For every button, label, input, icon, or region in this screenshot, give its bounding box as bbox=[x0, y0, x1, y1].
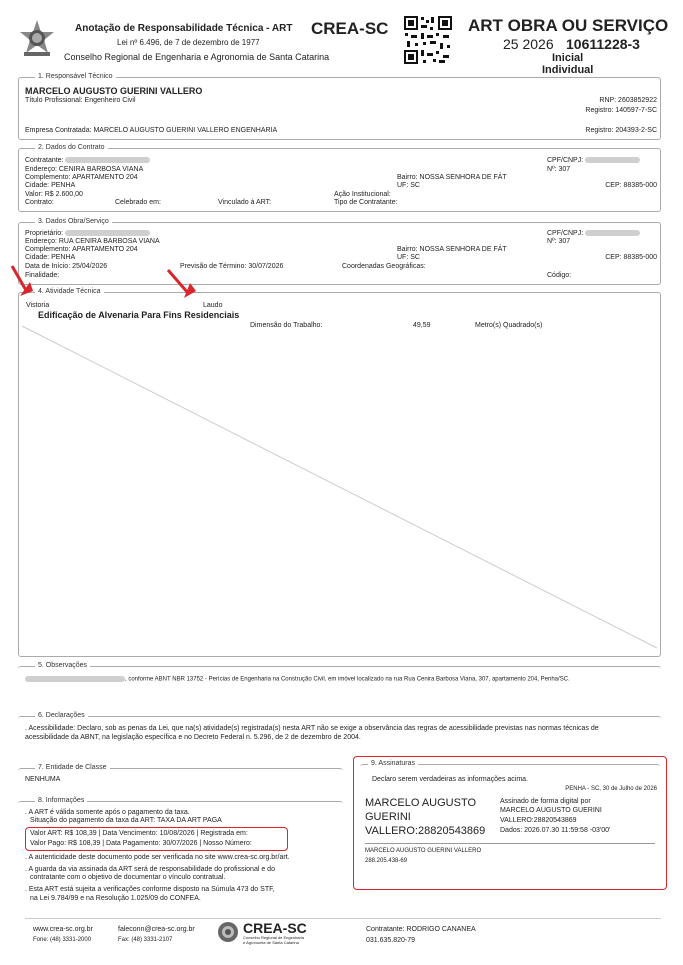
contrato-numero: Nº: 307 bbox=[547, 166, 571, 173]
section-2-title: 2. Dados do Contrato bbox=[35, 144, 108, 151]
contrato-valor: Valor: R$ 2.600,00 bbox=[25, 191, 83, 198]
section-8-title: 8. Informações bbox=[35, 797, 87, 804]
art-prefix: 25 2026 bbox=[503, 36, 554, 52]
section-entidade bbox=[18, 768, 343, 788]
footer-brand-sub1: Conselho Regional de Engenharia bbox=[243, 935, 304, 940]
obra-cep: CEP: 88385-000 bbox=[605, 254, 657, 261]
contrato-cep: CEP: 88385-000 bbox=[605, 182, 657, 189]
obra-endereco: Endereço: RUA CENIRA BARBOSA VIANA bbox=[25, 238, 160, 245]
contrato-cpf-label: CPF/CNPJ: bbox=[547, 157, 584, 164]
tipo-contratante: Tipo de Contratante: bbox=[334, 199, 398, 206]
entidade-value: NENHUMA bbox=[25, 776, 61, 783]
contrato-label: Contrato: bbox=[25, 199, 54, 206]
digital-sig-line4: Dados: 2026.07.30 11:59:58 -03'00' bbox=[500, 827, 611, 834]
council-name: Conselho Regional de Engenharia e Agronomia de Santa Catarina bbox=[64, 52, 330, 62]
rnp: RNP: 2603852922 bbox=[599, 97, 657, 104]
atividade-descricao: Edificação de Alvenaria Para Fins Residenciais bbox=[38, 310, 240, 320]
registro: Registro: 140597-7-SC bbox=[585, 107, 657, 114]
digital-sig-line1: Assinado de forma digital por bbox=[500, 798, 591, 805]
declaro-text: Declaro serem verdadeiras as informações acima. bbox=[372, 776, 529, 783]
section-5-title: 5. Observações bbox=[35, 662, 90, 669]
vinculado-art: Vinculado à ART: bbox=[218, 199, 272, 206]
info-line8: . Esta ART está sujeita a verificações conforme disposto na Súmula 473 do STF, bbox=[25, 886, 275, 893]
finalidade: Finalidade: bbox=[25, 272, 60, 279]
laudo-label: Laudo bbox=[203, 302, 223, 309]
codigo: Código: bbox=[547, 272, 572, 279]
previsao-termino: Previsão de Término: 30/07/2026 bbox=[180, 263, 284, 270]
footer-cpf: 031.635.820-79 bbox=[366, 937, 416, 944]
info-line6: . A guarda da via assinada da ART será de responsabilidade do profissional e do bbox=[25, 866, 275, 873]
art-status-inicial: Inicial bbox=[552, 52, 584, 64]
contrato-cidade: Cidade: PENHA bbox=[25, 182, 76, 189]
contratante-label: Contratante: bbox=[25, 157, 64, 164]
coordenadas: Coordenadas Geográficas: bbox=[342, 263, 426, 270]
local-data: PENHA - SC, 30 de Julho de 2026 bbox=[565, 786, 657, 792]
info-line2: Situação do pagamento da taxa da ART: TAXA DA ART PAGA bbox=[30, 817, 222, 824]
signature-line2: GUERINI bbox=[365, 811, 411, 823]
data-inicio: Data de Início: 25/04/2026 bbox=[25, 263, 108, 270]
redacted-observacao bbox=[25, 676, 125, 682]
info-valor-pago: Valor Pago: R$ 108,39 | Data Pagamento: 30/07/2026 | Nosso Número: bbox=[30, 840, 252, 847]
section-1-title: 1. Responsável Técnico bbox=[35, 73, 116, 80]
acao-institucional: Ação Institucional: bbox=[334, 191, 391, 198]
obra-numero: Nº: 307 bbox=[547, 238, 571, 245]
signature-line3: VALLERO:28820543869 bbox=[365, 825, 486, 837]
titulo-profissional: Título Profissional: Engenheiro Civil bbox=[25, 97, 136, 104]
art-status-individual: Individual bbox=[542, 64, 594, 76]
info-line9: na Lei 9.784/99 e na Resolução 1.025/09 do CONFEA. bbox=[30, 895, 201, 902]
section-4-title: 4. Atividade Técnica bbox=[35, 288, 104, 295]
info-valor-art: Valor ART: R$ 108,39 | Data Vencimento: 10/08/2026 | Registrada em: bbox=[30, 830, 248, 837]
footer-brand-sub2: e Agronomia de Santa Catarina bbox=[243, 940, 299, 945]
registro-empresa: Registro: 204393-2-SC bbox=[585, 127, 657, 134]
strike-diagonal-line bbox=[22, 326, 657, 648]
signature-rule bbox=[365, 843, 655, 844]
section-declaracoes bbox=[18, 716, 661, 750]
section-9-title: 9. Assinaturas bbox=[368, 760, 418, 767]
declaracao-line1: . Acessibilidade: Declaro, sob as penas da Lei, que na(s) atividade(s) registrada(s) nesta ART não se exige a observância das regras de acessibilidade previstas nas normas técnicas de bbox=[25, 725, 599, 732]
section-7-title: 7. Entidade de Classe bbox=[35, 764, 110, 771]
document-title: Anotação de Responsabilidade Técnica - ART bbox=[75, 23, 293, 34]
signer-cpf: 288.205.438-69 bbox=[365, 858, 408, 864]
red-arrow-vistoria bbox=[12, 266, 27, 292]
empresa-contratada: Empresa Contratada: MARCELO AUGUSTO GUERINI VALLERO ENGENHARIA bbox=[25, 127, 278, 134]
vistoria-label: Vistoria bbox=[26, 302, 50, 309]
footer-fone: Fone: (48) 3331-2000 bbox=[33, 937, 92, 943]
obra-complemento: Complemento: APARTAMENTO 204 bbox=[25, 246, 138, 253]
footer-contratante: Contratante: RODRIGO CANANEA bbox=[366, 926, 476, 933]
obra-uf: UF: SC bbox=[397, 254, 420, 261]
crea-brand: CREA-SC bbox=[311, 19, 389, 38]
section-3-title: 3. Dados Obra/Serviço bbox=[35, 218, 112, 225]
declaracao-line2: acessibilidade da ABNT, na legislação específica e no Decreto Federal n. 5.296, de 2 de dezembro de 2004. bbox=[25, 734, 361, 741]
observacoes-text: , conforme ABNT NBR 13752 - Perícias de Engenharia na Construção Civil, em imóvel localizado na rua Rua Cenira Barbosa Viana, 307, apartamento 204, Penha/SC. bbox=[125, 676, 570, 683]
dimensao-label: Dimensão do Trabalho: bbox=[250, 322, 323, 329]
footer-fax: Fax: (48) 3331-2107 bbox=[118, 937, 173, 943]
art-number: 10611228-3 bbox=[566, 36, 640, 52]
footer-site[interactable]: www.crea-sc.org.br bbox=[33, 926, 93, 933]
signature-line1: MARCELO AUGUSTO bbox=[365, 797, 477, 809]
footer-email[interactable]: faleconn@crea-sc.org.br bbox=[118, 926, 195, 933]
obra-cidade: Cidade: PENHA bbox=[25, 254, 76, 261]
info-line7: contratante com o objetivo de documentar o vínculo contratual. bbox=[30, 874, 226, 881]
footer-seal-icon bbox=[217, 921, 239, 943]
dimensao-valor: 49,59 bbox=[413, 322, 431, 329]
dimensao-unidade: Metro(s) Quadrado(s) bbox=[475, 322, 543, 329]
digital-sig-line3: VALLERO:28820543869 bbox=[500, 817, 577, 824]
law-reference: Lei nº 6.496, de 7 de dezembro de 1977 bbox=[117, 38, 260, 47]
contrato-bairro: Bairro: NOSSA SENHORA DE FÁT bbox=[397, 174, 507, 181]
footer-brand: CREA-SC bbox=[243, 920, 307, 936]
section-6-title: 6. Declarações bbox=[35, 712, 88, 719]
signer-name: MARCELO AUGUSTO GUERINI VALLERO bbox=[365, 848, 482, 854]
info-line1: . A ART é válida somente após o pagamento da taxa. bbox=[25, 809, 190, 816]
contrato-complemento: Complemento: APARTAMENTO 204 bbox=[25, 174, 138, 181]
red-arrow-laudo bbox=[168, 270, 188, 293]
responsavel-name: MARCELO AUGUSTO GUERINI VALLERO bbox=[25, 86, 203, 96]
info-line5: . A autenticidade deste documento pode ser verificada no site www.crea-sc.org.br/art. bbox=[25, 854, 290, 861]
contrato-endereco: Endereço: CENIRA BARBOSA VIANA bbox=[25, 166, 144, 173]
footer-rule bbox=[25, 918, 661, 919]
digital-sig-line2: MARCELO AUGUSTO GUERINI bbox=[500, 807, 602, 814]
obra-bairro: Bairro: NOSSA SENHORA DE FÁT bbox=[397, 246, 507, 253]
celebrado-em: Celebrado em: bbox=[115, 199, 161, 206]
obra-cpf-label: CPF/CNPJ: bbox=[547, 230, 584, 237]
art-type: ART OBRA OU SERVIÇO bbox=[468, 16, 669, 35]
contrato-uf: UF: SC bbox=[397, 182, 420, 189]
proprietario-label: Proprietário: bbox=[25, 230, 64, 237]
